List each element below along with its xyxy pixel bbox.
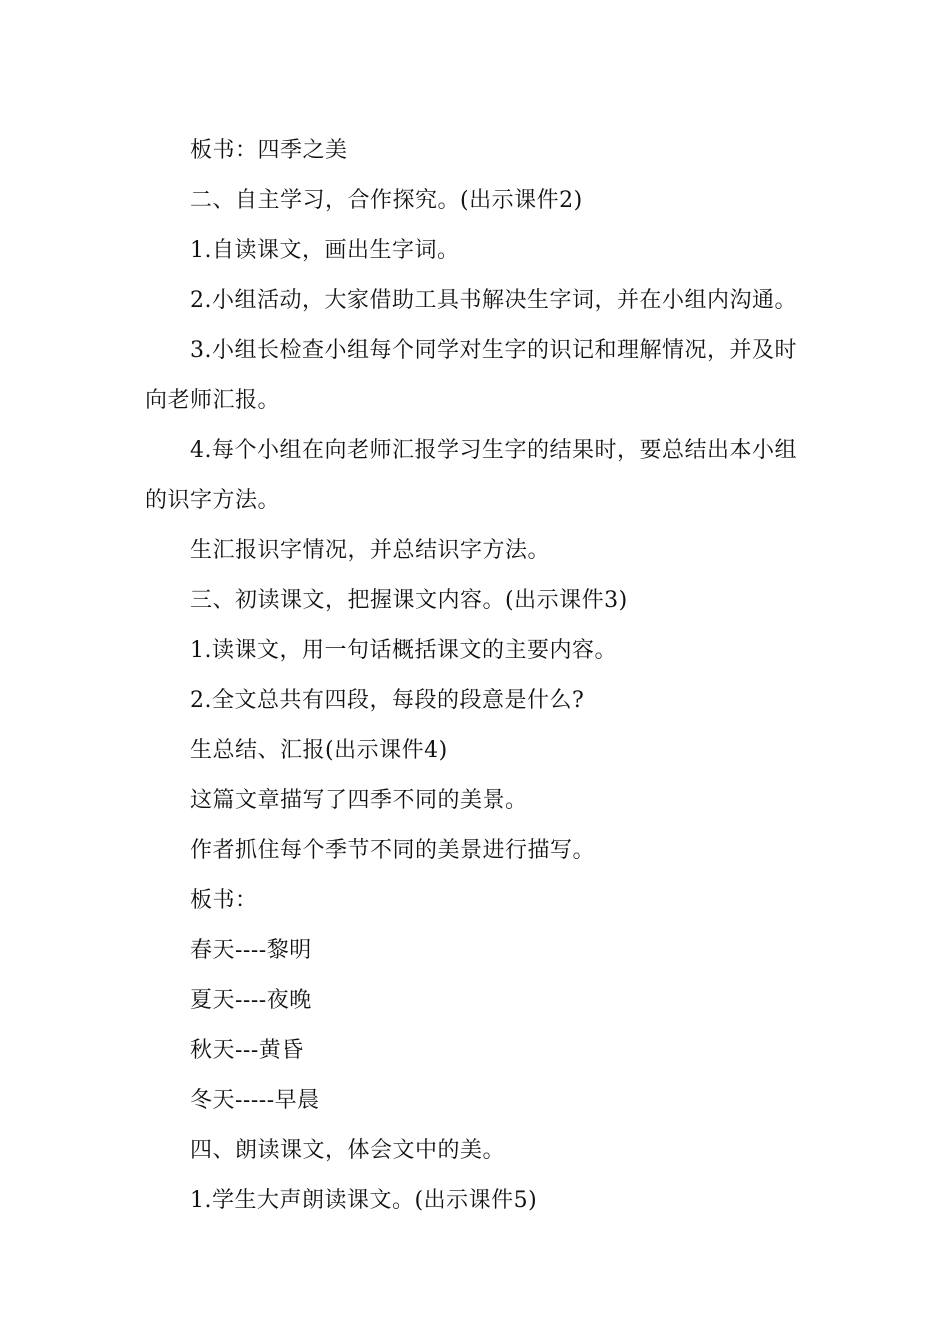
- paragraph: 1.读课文，用一句话概括课文的主要内容。: [190, 638, 617, 663]
- board-title: 板书：四季之美: [190, 138, 348, 163]
- board-item-autumn: 秋天---黄昏: [190, 1038, 304, 1063]
- section-heading-3: 三、初读课文，把握课文内容。(出示课件3): [190, 588, 628, 613]
- paragraph-continuation: 的识字方法。: [145, 488, 281, 513]
- paragraph-continuation: 向老师汇报。: [145, 388, 281, 413]
- board-label: 板书：: [190, 888, 258, 913]
- board-item-summer: 夏天----夜晚: [190, 988, 312, 1013]
- paragraph: 生总结、汇报(出示课件4): [190, 738, 448, 763]
- paragraph: 2.小组活动，大家借助工具书解决生字词，并在小组内沟通。: [190, 288, 797, 313]
- paragraph: 3.小组长检查小组每个同学对生字的识记和理解情况，并及时: [190, 338, 797, 363]
- board-item-winter: 冬天-----早晨: [190, 1088, 320, 1113]
- paragraph: 作者抓住每个季节不同的美景进行描写。: [190, 838, 596, 863]
- section-heading-2: 二、自主学习，合作探究。(出示课件2): [190, 188, 583, 213]
- paragraph: 生汇报识字情况，并总结识字方法。: [190, 538, 551, 563]
- paragraph: 4.每个小组在向老师汇报学习生字的结果时，要总结出本小组: [190, 438, 797, 463]
- paragraph: 1.学生大声朗读课文。(出示课件5): [190, 1188, 538, 1213]
- paragraph: 2.全文总共有四段，每段的段意是什么?: [190, 688, 585, 713]
- section-heading-4: 四、朗读课文，体会文中的美。: [190, 1138, 506, 1163]
- paragraph: 这篇文章描写了四季不同的美景。: [190, 788, 528, 813]
- board-item-spring: 春天----黎明: [190, 938, 312, 963]
- paragraph: 1.自读课文，画出生字词。: [190, 238, 460, 263]
